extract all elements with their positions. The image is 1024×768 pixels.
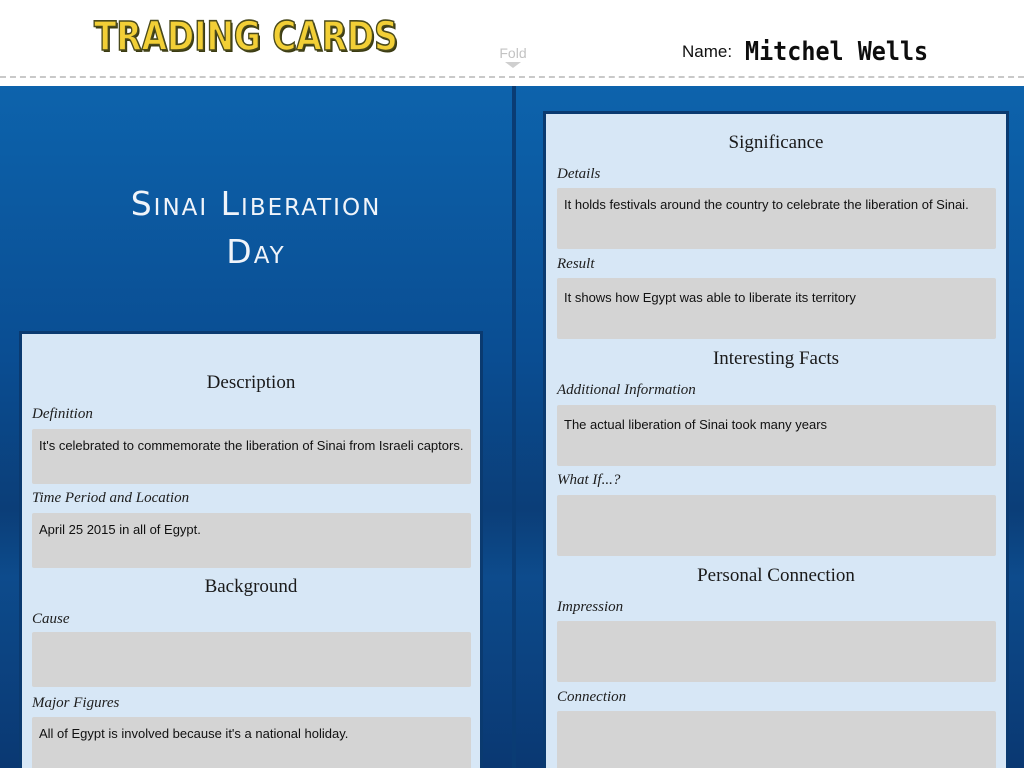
header-bar [0,0,1024,82]
impression-label: Impression [557,599,624,615]
back-card [543,111,1009,768]
fold-indicator [488,45,538,68]
fold-label: Fold [499,45,527,61]
what-if-field[interactable] [557,495,996,556]
result-field[interactable]: It shows how Egypt was able to liberate its territory [557,278,996,339]
description-heading: Description [206,372,296,393]
front-card [19,331,483,768]
card-title-line2: Day [226,232,286,271]
impression-field[interactable] [557,621,996,682]
interesting-facts-heading: Interesting Facts [712,348,840,369]
connection-field[interactable] [557,711,996,768]
details-field[interactable]: It holds festivals around the country to celebrate the liberation of Sinai. [557,188,996,249]
definition-label: Definition [32,406,93,422]
name-field[interactable]: Mitchel Wells [745,37,929,67]
personal-connection-heading: Personal Connection [697,565,855,586]
result-label: Result [557,256,595,272]
major-figures-field[interactable]: All of Egypt is involved because it's a national holiday. [32,717,471,768]
cause-label: Cause [32,611,70,627]
connection-label: Connection [557,689,627,705]
app-title: TRADING CARDS [94,14,398,60]
details-label: Details [557,166,601,182]
time-period-field[interactable]: April 25 2015 in all of Egypt. [32,513,471,568]
card-title[interactable] [0,180,512,276]
cause-field[interactable] [32,632,471,687]
additional-info-label: Additional Information [557,382,696,398]
what-if-label: What If...? [557,472,621,488]
major-figures-label: Major Figures [32,695,120,711]
time-period-label: Time Period and Location [32,490,190,506]
name-label: Name: [682,42,733,61]
additional-info-field[interactable]: The actual liberation of Sinai took many years [557,405,996,466]
definition-field[interactable]: It's celebrated to commemorate the liberation of Sinai from Israeli captors. [32,429,471,484]
fold-arrow-icon [505,62,521,68]
fold-line [0,76,1024,78]
card-title-line1: Sinai Liberation [130,184,382,223]
background-heading: Background [204,576,298,597]
significance-heading: Significance [728,132,824,153]
